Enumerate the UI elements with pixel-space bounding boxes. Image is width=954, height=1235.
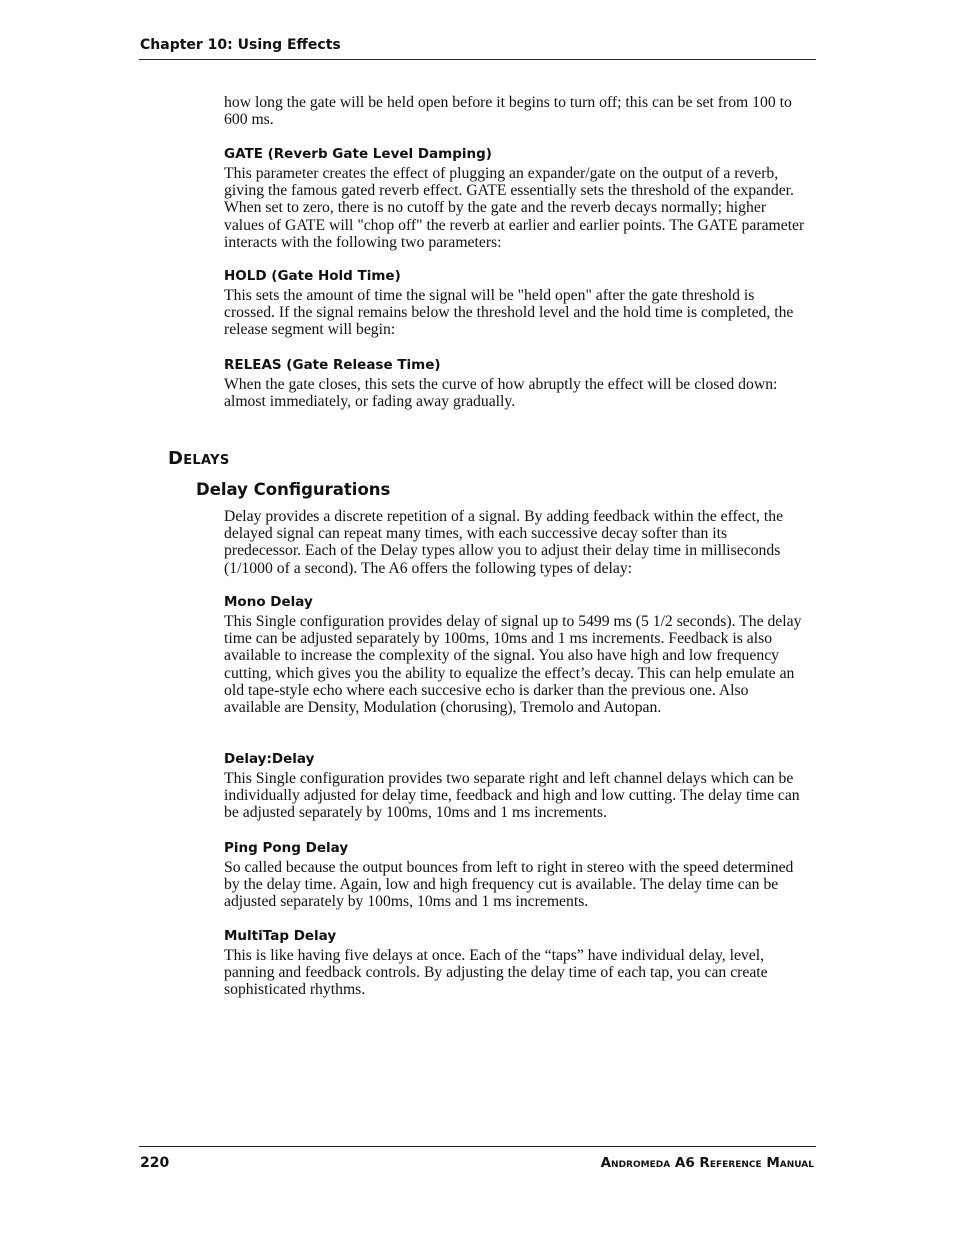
page-number: 220 xyxy=(140,1155,170,1171)
delay-delay-heading: Delay:Delay xyxy=(224,751,315,767)
mono-delay-block xyxy=(224,594,806,716)
multitap-delay-paragraph: This is like having five delays at once. Each of the “taps” have individual delay, level, panning and feedback controls. By adjusting the delay time of each tap, you can create sophisticated rhythms. xyxy=(224,947,768,999)
book-title: Andromeda A6 Reference Manual xyxy=(600,1155,814,1171)
chapter-header: Chapter 10: Using Effects xyxy=(140,37,341,53)
hold-block xyxy=(224,268,806,339)
ping-pong-delay-block xyxy=(224,840,806,911)
ping-pong-delay-heading: Ping Pong Delay xyxy=(224,840,349,856)
delay-delay-block xyxy=(224,751,806,822)
hold-paragraph: This sets the amount of time the signal will be "held open" after the gate threshold is crossed. If the signal remains below the threshold level and the hold time is completed, the release segment will begin: xyxy=(224,287,794,339)
intro-paragraph: how long the gate will be held open before it begins to turn off; this can be set from 100 to 600 ms. xyxy=(224,94,792,129)
delay-config-block xyxy=(224,508,806,577)
section-title-delays: Delays xyxy=(168,448,230,469)
releas-heading: RELEAS (Gate Release Time) xyxy=(224,357,441,373)
releas-block xyxy=(224,357,806,410)
delay-configurations-heading: Delay Configurations xyxy=(196,480,391,499)
multitap-delay-heading: MultiTap Delay xyxy=(224,928,337,944)
gate-paragraph: This parameter creates the effect of plugging an expander/gate on the output of a reverb, giving the famous gated reverb effect. GATE essentially sets the threshold of the expander. When set to zero, there is no cutoff by the gate and the reverb decays normally; higher values of GATE will "chop off" the reverb at earlier and earlier points. The GATE parameter interacts with the following two parameters: xyxy=(224,165,805,251)
footer-divider xyxy=(139,1146,816,1147)
mono-delay-heading: Mono Delay xyxy=(224,594,313,610)
gate-continuation-block xyxy=(224,94,806,128)
hold-heading: HOLD (Gate Hold Time) xyxy=(224,268,401,284)
delay-config-paragraph: Delay provides a discrete repetition of a signal. By adding feedback within the effect, the delayed signal can repeat many times, with each successive decay softer than its predecessor. Each of the Delay types allow you to adjust their delay time in milliseconds (1/1000 of a second). The A6 offers the following types of delay: xyxy=(224,508,784,577)
ping-pong-delay-paragraph: So called because the output bounces from left to right in stereo with the speed determined by the delay time. Again, low and high frequency cut is available. The delay time can be adjusted separately by 100ms, 10ms and 1 ms increments. xyxy=(224,859,794,911)
gate-heading: GATE (Reverb Gate Level Damping) xyxy=(224,146,492,162)
header-divider xyxy=(139,59,816,60)
delay-delay-paragraph: This Single configuration provides two separate right and left channel delays which can be individually adjusted for delay time, feedback and high and low cutting. The delay time can be adjusted separately by 100ms, 10ms and 1 ms increments. xyxy=(224,770,800,822)
gate-block xyxy=(224,146,806,251)
multitap-delay-block xyxy=(224,928,806,999)
releas-paragraph: When the gate closes, this sets the curve of how abruptly the effect will be closed down: almost immediately, or fading away gradually. xyxy=(224,376,778,411)
mono-delay-paragraph: This Single configuration provides delay of signal up to 5499 ms (5 1/2 seconds). The delay time can be adjusted separately by 100ms, 10ms and 1 ms increments. Feedback is also available to increase the complexity of the signal. You also have high and low frequency cutting, which gives you the ability to equalize the effect’s decay. This can help emulate an old tape-style echo where each succesive echo is darker than the previous one. Also available are Density, Modulation (chorusing), Tremolo and Autopan. xyxy=(224,613,802,717)
